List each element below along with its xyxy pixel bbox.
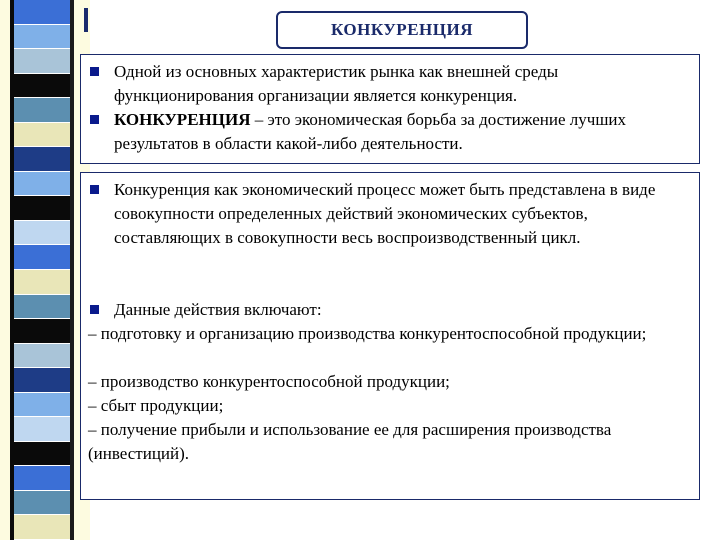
bar-segment — [14, 98, 70, 123]
bullet-item-4 — [90, 298, 690, 322]
bar-segment — [14, 270, 70, 295]
bar-segment — [14, 123, 70, 148]
bar-segment — [14, 368, 70, 393]
square-bullet-icon — [90, 305, 99, 314]
decorative-corner-mark — [84, 8, 88, 32]
bullet-text-2 — [90, 108, 690, 156]
bar-segment — [14, 295, 70, 320]
bar-segment — [14, 466, 70, 491]
bar-segment — [14, 49, 70, 74]
bar-segment — [14, 196, 70, 221]
bullet-text-1: Одной из основных характеристик рынка как внешней среды функционирования организации является конкуренция. — [114, 62, 559, 105]
bar-segment — [14, 147, 70, 172]
decorative-striped-bar — [14, 0, 70, 540]
bar-segment — [14, 393, 70, 418]
bar-segment — [14, 319, 70, 344]
action-line-2: – производство конкурентоспособной продукции; — [88, 372, 450, 391]
action-line-4: – получение прибыли и использование ее для расширения производства (инвестиций). — [88, 420, 612, 463]
bar-right-edge — [70, 0, 74, 540]
bar-segment — [14, 245, 70, 270]
square-bullet-icon — [90, 185, 99, 194]
square-bullet-icon — [90, 115, 99, 124]
action-line-3: – сбыт продукции; — [88, 396, 224, 415]
definition-term: КОНКУРЕНЦИЯ — [114, 110, 251, 129]
bar-segment — [14, 25, 70, 50]
bullet-item-3 — [90, 178, 690, 250]
bar-segment — [14, 74, 70, 99]
title-box — [276, 11, 528, 49]
action-line-1: – подготовку и организацию производства конкурентоспособной продукции; — [88, 324, 647, 343]
page-title: КОНКУРЕНЦИЯ — [331, 20, 473, 39]
bar-segment — [14, 0, 70, 25]
bar-segment — [14, 515, 70, 540]
bar-segment — [14, 417, 70, 442]
bar-segment — [14, 442, 70, 467]
bullet-text-3: Конкуренция как экономический процесс может быть представлена в виде совокупности определенных действий экономических субъектов, составляющих в совокупности весь воспроизводственный цикл. — [114, 180, 656, 247]
square-bullet-icon — [90, 67, 99, 76]
bullet-item-1 — [90, 60, 690, 108]
definition-text: – это экономическая борьба за достижение лучших результатов в области какой-либо деятельности. — [114, 110, 627, 153]
bar-segment — [14, 221, 70, 246]
bar-segment — [14, 172, 70, 197]
bullet-text-4: Данные действия включают: — [114, 300, 322, 319]
bar-segment — [14, 491, 70, 516]
bar-segment — [14, 344, 70, 369]
bullet-item-2 — [90, 108, 690, 156]
